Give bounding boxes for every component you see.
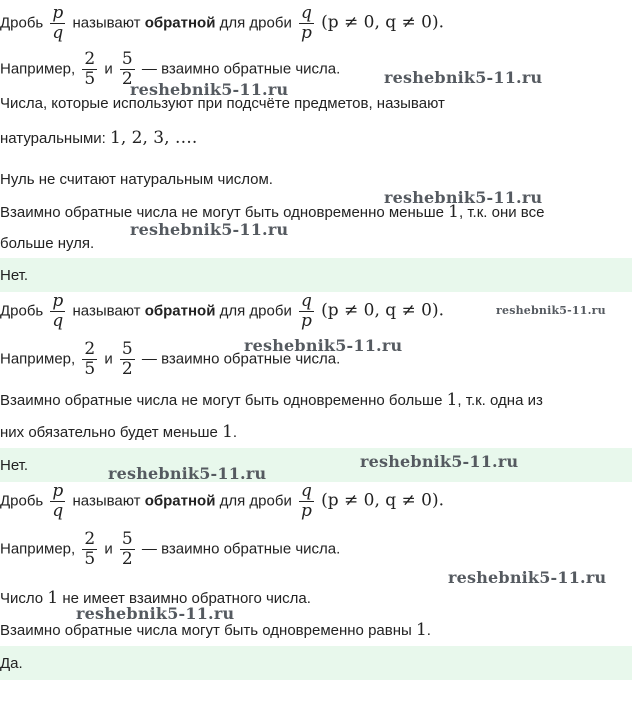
definition-line-2: Дробь $\frac{p}{q}$ называют обратной для дроби $\frac{q}{p}$ (p ≠ 0, q ≠ 0). xyxy=(0,291,445,331)
text-line: Числа, которые используют при подсчёте предметов, называют xyxy=(0,95,445,112)
watermark: reshebnik5-11.ru xyxy=(496,304,606,317)
fraction-p-over-q: $\frac{p}{q}$ xyxy=(52,291,64,331)
answer-text: Нет. xyxy=(0,267,29,284)
fraction-2-5: $\frac{2}{5}$ xyxy=(84,49,96,89)
fraction-p-over-q: $\frac{p}{q}$ xyxy=(52,481,64,521)
text-line: Взаимно обратные числа не могут быть одновременно больше 1, т.к. одна из xyxy=(0,390,543,410)
fraction-q-over-p: $\frac{q}{p}$ xyxy=(301,3,312,43)
fraction-2-5: $\frac{2}{5}$ xyxy=(84,339,96,379)
definition-line-1: Дробь $\frac{p}{q}$ называют обратной для дроби $\frac{q}{p}$ (p ≠ 0, q ≠ 0). xyxy=(0,3,445,43)
fraction-5-2: $\frac{5}{2}$ xyxy=(121,529,133,569)
text-line: натуральными: 1, 2, 3, …. xyxy=(0,128,198,148)
watermark: reshebnik5-11.ru xyxy=(384,68,543,87)
fraction-p-over-q: $\frac{p}{q}$ xyxy=(52,3,64,43)
fraction-5-2: $\frac{5}{2}$ xyxy=(121,339,133,379)
watermark: reshebnik5-11.ru xyxy=(244,336,403,355)
text-line: Число 1 не имеет взаимно обратного числа. xyxy=(0,588,311,608)
text-line: больше нуля. xyxy=(0,235,95,252)
text-line: Взаимно обратные числа не могут быть одновременно меньше 1, т.к. они все xyxy=(0,202,545,222)
text-line: Взаимно обратные числа могут быть одновременно равны 1. xyxy=(0,620,431,640)
watermark: reshebnik5-11.ru xyxy=(360,452,519,471)
answer-band xyxy=(0,646,632,680)
watermark: reshebnik5-11.ru xyxy=(384,188,543,207)
fraction-q-over-p: $\frac{q}{p}$ xyxy=(301,481,312,521)
answer-band xyxy=(0,448,632,482)
watermark: reshebnik5-11.ru xyxy=(108,464,267,483)
text-line: них обязательно будет меньше 1. xyxy=(0,422,238,442)
answer-text: Да. xyxy=(0,655,23,672)
text-line: Нуль не считают натуральным числом. xyxy=(0,171,273,188)
fraction-q-over-p: $\frac{q}{p}$ xyxy=(301,291,312,331)
example-line-2: Например, $\frac{2}{5}$ и $\frac{5}{2}$ — взаимно обратные числа. xyxy=(0,339,341,379)
example-line-1: Например, $\frac{2}{5}$ и $\frac{5}{2}$ — взаимно обратные числа. xyxy=(0,49,341,89)
answer-text: Нет. xyxy=(0,457,29,474)
fraction-5-2: $\frac{5}{2}$ xyxy=(121,49,133,89)
answer-band xyxy=(0,258,632,292)
example-line-3: Например, $\frac{2}{5}$ и $\frac{5}{2}$ — взаимно обратные числа. xyxy=(0,529,341,569)
fraction-2-5: $\frac{2}{5}$ xyxy=(84,529,96,569)
watermark: reshebnik5-11.ru xyxy=(448,568,607,587)
watermark: reshebnik5-11.ru xyxy=(76,604,235,623)
definition-line-3: Дробь $\frac{p}{q}$ называют обратной для дроби $\frac{q}{p}$ (p ≠ 0, q ≠ 0). xyxy=(0,481,445,521)
watermark: reshebnik5-11.ru xyxy=(130,80,289,99)
watermark: reshebnik5-11.ru xyxy=(130,220,289,239)
